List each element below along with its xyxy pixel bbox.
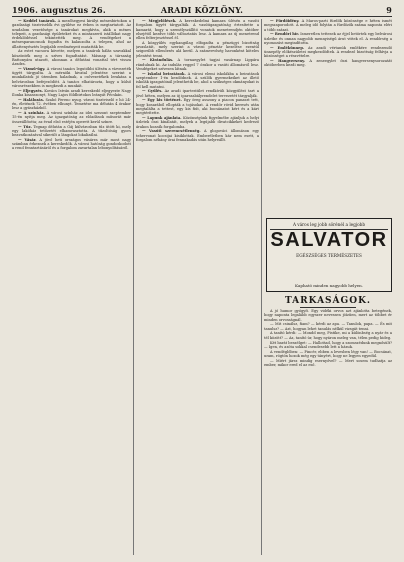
ad-divider <box>270 229 388 230</box>
article-lead: — Hangverseny. <box>270 59 306 64</box>
issue-date: 1906. augusztus 26. <box>12 5 106 15</box>
article-text: A jövő heti országos vásárra már most nagy számban érkeznek a kereskedők. A városi hatóság gondoskodott a rend fenntartásáról és a forgalom zavartalan lebonyolításáról. <box>12 137 131 151</box>
article-lead: — Megjelölések. <box>142 19 177 23</box>
article-paragraph <box>12 111 131 124</box>
article-lead: — Keddel tanárok. <box>18 19 56 23</box>
article-lead: — Emlékünnep. <box>270 45 305 50</box>
article-lead: — Vízmű-ügy. <box>18 66 46 71</box>
article-paragraph <box>136 129 259 142</box>
article-paragraph <box>136 58 259 71</box>
article-paragraph <box>12 67 131 88</box>
section-rule <box>300 307 356 308</box>
article-text: A vendéglőben: — Pincér, ebben a levesben légy van! — Bocsánat, uram, rögtön hozok még egy tányért, hogy ne legyen egyedül. <box>264 349 392 358</box>
article-lead: — Tűz. <box>18 124 32 129</box>
article-paragraph <box>136 98 259 115</box>
article-lead: — Vasúti szerencsétlenség. <box>142 129 201 134</box>
article-lead: — Halálozás. <box>18 97 44 102</box>
article-text: A Maros-parti fürdők közönsége e héten ismét megszaporodott. A meleg idő folytán a fürdőzők száma naponta eléri a több százat. <box>264 19 392 32</box>
article-lead: — Egy kis történet. <box>142 98 182 103</box>
article-text: Ismeretlen tettesek az éjjel betörtek egy belvárosi üzletbe és onnan nagyobb mennyiségű árut vittek el. A rendőrség a nyomozást megindította. <box>264 32 392 45</box>
article-lead: — Eljegyzés. <box>18 88 43 93</box>
article-text: A városi elemi iskolákba a beiratások szeptember 1-én kezdődnek. A szülők gyermekeiket az illető iskolák igazgatóinál jelenthetik be, ahol a szükséges okmányokat is fel kell mutatni. <box>136 71 259 89</box>
salvator-advertisement <box>266 218 392 292</box>
article-lead: — Vásár. <box>18 137 37 142</box>
ad-brand: SALVATOR <box>270 229 388 251</box>
article-paragraph <box>136 41 259 58</box>
ad-top-line: A város leg jobb sörénél a legjobb <box>292 222 366 227</box>
article-paragraph <box>264 309 392 322</box>
article-lead: — Iskolai beiratások. <box>142 71 186 76</box>
article-paragraph <box>12 138 131 151</box>
article-paragraph <box>264 19 392 32</box>
article-text: A zeneegylet őszi hangversenysorozatát októberben kezdi meg. <box>264 59 392 68</box>
article-text: Tegnap délután a Gáj külvárosban tűz ütött ki, mely egy lakóház tetőzetét elhamvasztotta. A tűzoltóság gyors beavatkozásával sikerült a lángokat lokalizálni. <box>12 124 131 138</box>
page-header <box>12 4 392 17</box>
article-lead: — Fürdőidény. <box>270 19 300 23</box>
article-paragraph <box>12 89 131 98</box>
article-text: A glogováci állomáson egy tehervonat kocsijai kisiklottak. Emberéletben kár nem esett, a forgalom néhány órai fennakadás után helyreállt. <box>136 129 259 142</box>
article-text: A városi színház az idei szezont szeptember 15-én nyitja meg. Az igazgatóság az előadások műsorát már összeállította; az évad első estéjén operett kerül színre. <box>12 111 131 124</box>
article-lead: — Gyűlés. <box>142 89 163 94</box>
article-text: Az aradi ipartestület rendkívüli közgyűlést tart a jövő héten, melyen az új iparszabályrendelet tervezetét tárgyalják. <box>136 89 259 98</box>
article-text: — Miért jársz mindig esernyővel? — Mert sosem tudhatja az ember, mikor ered el az eső. <box>264 358 392 367</box>
article-lead: — Lapunk ajánlata. <box>142 116 182 121</box>
article-paragraph <box>136 19 259 40</box>
page-number: 9 <box>386 5 392 15</box>
article-text: Kovács István aradi kereskedő eljegyezte Nagy Ilonka kisasszonyt, Nagy Lajos földbirtokos leányát Pécskán. <box>12 88 131 98</box>
article-text: Közönségünk figyelmébe ajánljuk a helyi üzletek őszi kínálatát, melyek a legújabb divatcikkeket kedvező árakon hozzák forgalomba. <box>136 116 259 129</box>
column-2 <box>136 19 259 552</box>
article-text: A kereskedelmi kamara ülésén a vasúti forgalom ügyét tárgyalták. A vasútigazgatóság értesítette a kamarát, hogy a személyszállító vonatok menetrendjén október elsejétől kezdve több változtatás lesz. A kamara az új menetrend ellen felterjesztéssel él. <box>136 19 259 40</box>
article-text: Az estet vacsora követte, melyen a tanárok hálás szavakkal köszönték meg a szíves fogadtatást. Másnap a társaság Battonyára utazott, ahonnan a délutáni vonattal tért vissza Aradra. <box>12 49 131 67</box>
article-paragraph <box>264 32 392 45</box>
article-text: Két barát beszélget: — Hallottad, hogy a szomszédunk megnősült? — Igen, és azóta sokkal csendesebb lett a házuk. <box>264 340 392 349</box>
article-paragraph <box>264 322 392 331</box>
article-paragraph <box>12 19 131 49</box>
article-paragraph <box>264 46 392 59</box>
article-lead: — Kirándulás. <box>142 58 174 63</box>
article-paragraph <box>264 341 392 350</box>
article-text: A közgyűlés egyhangúlag elfogadta a pénzügyi bizottság javaslatát, mely szerint a városi pénztár kezelése ezentúl szigorúbb ellenőrzés alá kerül. A számvevőség havonként köteles jelentést tenni. <box>136 40 259 58</box>
article-text: A tanító kérdi: — Mondd meg, Pistike, mi a különbség a nyár és a tél között? — Az, tanító úr, hogy nyáron meleg van, télen pedig hideg. <box>264 331 392 340</box>
article-text: A mezőhegyesi királyi ménesbirtokon a gazdasági tisztviselők évi gyűlése ez évben is megtartatott. Az uradalom vezetősége a tanárokat meghívta, akik a ménes telepeit, a gazdasági épületeket és a mintaszerű istállókat nagy érdeklődéssel tekintették meg. A vendégeket a ménesparancsnok fogadta és kalauzolta a telepen, ahol az állattenyésztés legújabb eredményeit mutatták be. <box>12 19 131 49</box>
article-lead: — Rendőri hír. <box>270 32 300 37</box>
article-text: A jó humor gyógyít. Egy vidéki orvos azt ajánlotta betegének, hogy naponta legalább egyszer nevessen jóízűen, mert az többet ér minden orvosságnál. <box>264 309 392 322</box>
column-3-top <box>264 19 392 219</box>
section-title: TARKASÁGOK. <box>284 296 372 306</box>
article-paragraph <box>12 49 131 66</box>
article-text: Az aradi vértanúk emlékére rendezendő ünnepély előkészületei megkezdődtek. A rendező bizottság felhívja a közönséget a részvételre. <box>264 45 392 59</box>
article-text: Egy öreg asszony a piacon panaszt tett, hogy kosarából ellopták a tojásokat. A rendőr rövid keresés után megtalálta a tettest, egy kis fiút, aki bocsánatot kért és a kárt megtérítette. <box>136 98 259 116</box>
article-text: Szabó Ferenc nyug. városi tisztviselő e hó 24-én, életének 72. évében elhunyt. Temetése ma délután 4 órakor lesz a gyászházból. <box>12 97 131 111</box>
article-paragraph <box>12 98 131 111</box>
column-3-bottom <box>264 309 392 555</box>
article-paragraph <box>264 359 392 368</box>
article-lead: — A színház. <box>18 111 45 116</box>
newspaper-title: ARADI KÖZLÖNY. <box>160 5 244 15</box>
article-paragraph <box>264 350 392 359</box>
article-paragraph <box>136 72 259 89</box>
article-text: — Mit csinálsz, fiam? — kérdi az apa. — Tanulok, papa. — És mit tanulsz? — Azt, hogyan lehet tanulás nélkül vizsgát tenni. <box>264 322 392 331</box>
column-1 <box>12 19 131 552</box>
article-text: A városi tanács legutóbbi ülésén a vízvezeték ügyét tárgyalta. A mérnöki hivatal jelentése szerint a munkálatok jó ütemben haladnak, a csővezetékek lerakása a belvárosban befejeződött. A tanács elhatározta, hogy a külső városrészekben is megkezdi a munkát. <box>12 66 131 88</box>
ad-slogan: EGÉSZSÉGES TERMÉSZETES <box>296 253 362 258</box>
article-paragraph <box>136 89 259 98</box>
article-paragraph <box>264 59 392 68</box>
article-paragraph <box>12 125 131 138</box>
ad-bottom-line: Kapható minden nagyobb helyen. <box>295 283 363 288</box>
article-paragraph <box>136 116 259 129</box>
column-divider <box>261 19 262 555</box>
article-text: A tornaegylet tagjai vasárnap Lippára rándulnak ki. Az indulás reggel 7 órakor a vasúti állomásról lesz. Vendégeket szívesen látnak. <box>136 58 259 71</box>
article-paragraph <box>264 331 392 340</box>
column-divider <box>133 19 134 555</box>
